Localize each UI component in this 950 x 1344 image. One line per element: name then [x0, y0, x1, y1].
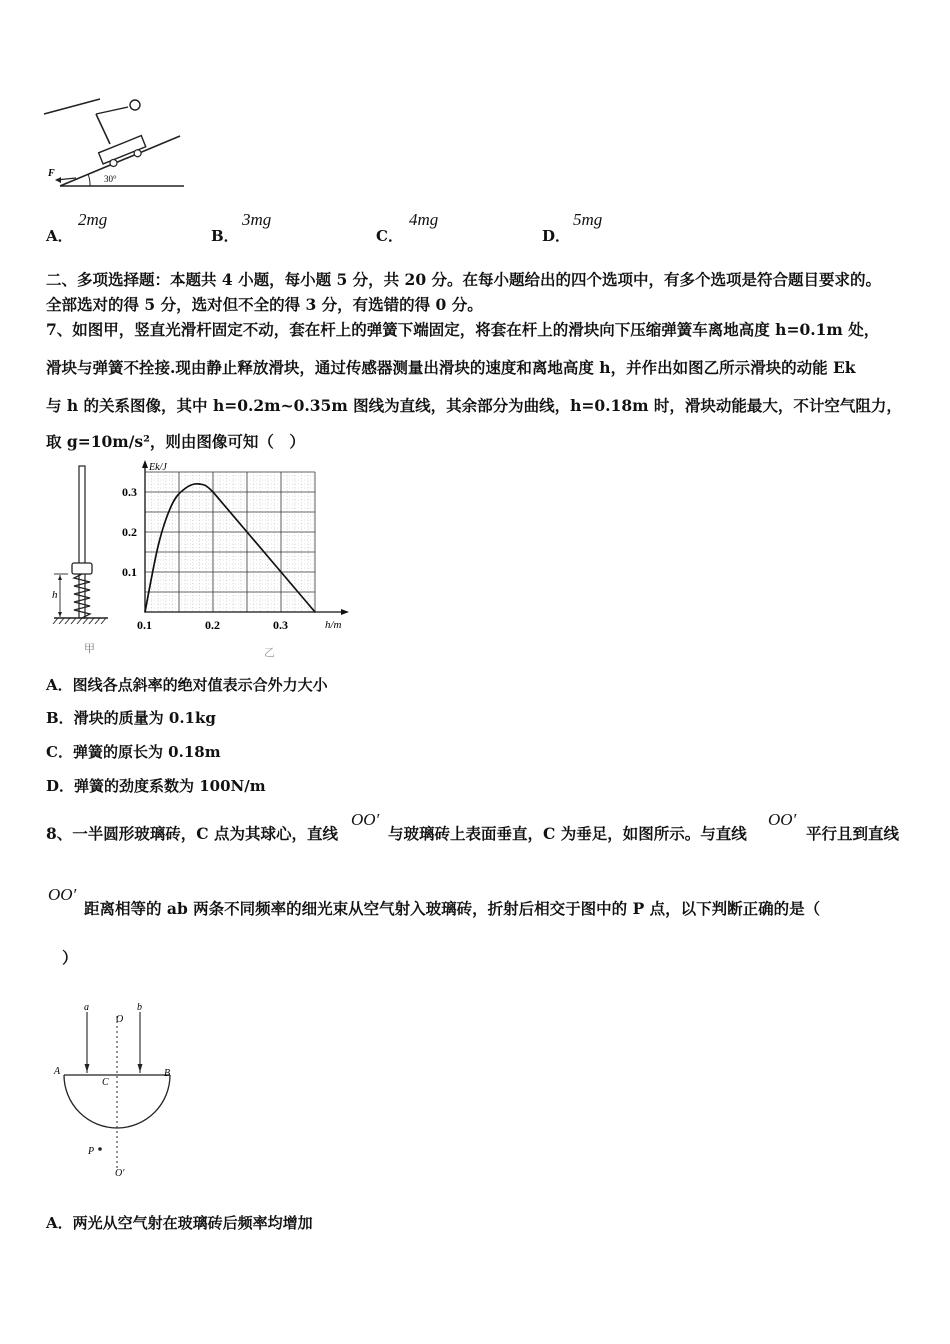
option-letter: A． [46, 227, 73, 245]
oo-symbol-1: OO′ [351, 810, 380, 829]
point-o-label: O [116, 1014, 124, 1025]
q7-option-d[interactable]: D．弹簧的劲度系数为 100N/m [46, 777, 266, 795]
h-label: h [52, 589, 58, 601]
y-axis-label: Ek/J [149, 462, 167, 473]
x-tick-label: 0.3 [273, 618, 288, 632]
spring-rod-figure [50, 462, 110, 657]
option-b[interactable] [211, 210, 361, 246]
option-a[interactable] [46, 210, 196, 246]
y-tick-label: 0.2 [122, 525, 137, 539]
q8-line2: 距离相等的 ab 两条不同频率的细光束从空气射入玻璃砖，折射后相交于图中的 P 点，以下判断正确的是（ [84, 899, 821, 918]
option-value: 5mg [573, 210, 603, 229]
option-d[interactable] [542, 210, 692, 246]
option-letter: D． [542, 227, 571, 245]
point-c-label: C [102, 1077, 109, 1088]
q8-line1-mid: 与玻璃砖上表面垂直，C 为垂足，如图所示。与直线 [388, 824, 747, 843]
figure-yi-label: 乙 [264, 647, 275, 659]
option-letter: B． [211, 227, 239, 245]
q7-line1: 7、如图甲，竖直光滑杆固定不动，套在杆上的弹簧下端固定，将套在杆上的滑块向下压缩弹簧车离地高度 h=0.1m 处， [46, 320, 880, 339]
point-a-label: A [54, 1066, 61, 1077]
q7-option-a[interactable]: A．图线各点斜率的绝对值表示合外力大小 [46, 676, 328, 694]
incline-figure [42, 92, 192, 192]
q8-option-a[interactable]: A．两光从空气射在玻璃砖后频率均增加 [46, 1214, 313, 1232]
x-axis-arrow [341, 609, 349, 615]
q7-line4: 取 g=10m/s²，则由图像可知（ ） [46, 432, 305, 451]
q8-line3: ） [62, 948, 78, 967]
q8-line1-prefix: 8、一半圆形玻璃砖，C 点为其球心，直线 [46, 824, 339, 843]
option-value: 2mg [78, 210, 108, 229]
option-value: 4mg [409, 210, 439, 229]
ray-b-label: b [137, 1002, 142, 1013]
section-heading-line1: 二、多项选择题：本题共 4 小题，每小题 5 分，共 20 分。在每小题给出的四个选项中，有多个选项是符合题目要求的。 [46, 270, 882, 289]
point-b-label: B [164, 1068, 171, 1079]
point-p-label: P [88, 1146, 95, 1157]
x-tick-label: 0.2 [205, 618, 220, 632]
ek-h-chart [114, 460, 364, 660]
angle-label: 30° [104, 174, 117, 184]
ray-a-label: a [84, 1002, 89, 1013]
point-o2-label: O′ [115, 1168, 125, 1179]
q7-line3: 与 h 的关系图像，其中 h=0.2m~0.35m 图线为直线，其余部分为曲线，h=0.18m 时，滑块动能最大，不计空气阻力， [46, 396, 902, 415]
x-tick-label: 0.1 [137, 618, 152, 632]
section-heading-line2: 全部选对的得 5 分，选对但不全的得 3 分，有选错的得 0 分。 [46, 295, 483, 314]
y-tick-label: 0.1 [122, 565, 137, 579]
q7-option-c[interactable]: C．弹簧的原长为 0.18m [46, 743, 221, 761]
y-axis-arrow [142, 460, 148, 468]
oo-symbol-3: OO′ [48, 885, 77, 904]
force-label: F [48, 168, 55, 179]
q7-option-b[interactable]: B．滑块的质量为 0.1kg [46, 709, 216, 727]
figure-jia-label: 甲 [84, 643, 95, 655]
y-tick-label: 0.3 [122, 485, 137, 499]
q8-line1-suffix: 平行且到直线 [806, 824, 900, 843]
option-letter: C． [376, 227, 403, 245]
oo-symbol-2: OO′ [768, 810, 797, 829]
q7-line2: 滑块与弹簧不拴接.现由静止释放滑块，通过传感器测量出滑块的速度和离地高度 h，并作出如图乙所示滑块的动能 Ek [46, 358, 856, 377]
option-c[interactable] [376, 210, 526, 246]
point-p-dot [98, 1147, 102, 1151]
x-axis-label: h/m [325, 619, 342, 631]
semicircle-glass-figure [50, 998, 190, 1180]
option-value: 3mg [242, 210, 272, 229]
